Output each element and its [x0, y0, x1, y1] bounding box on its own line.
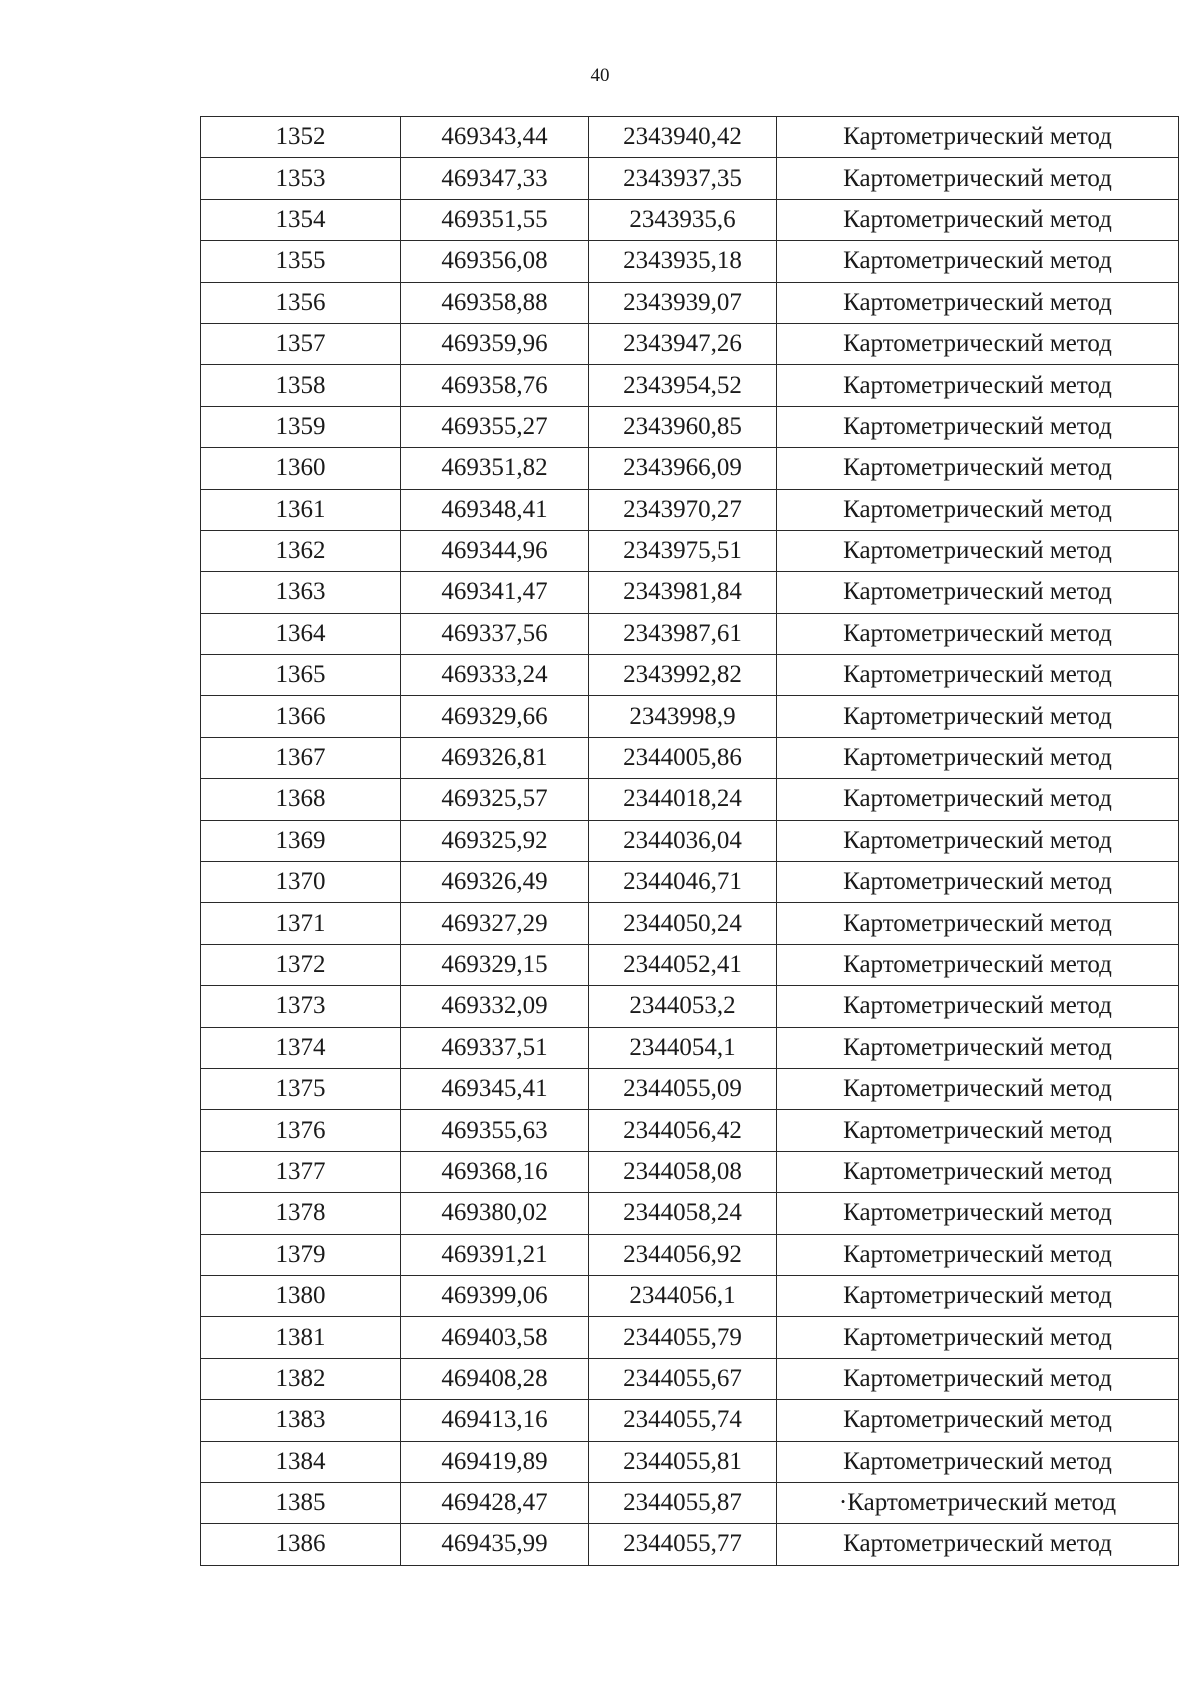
method-cell: Картометрический метод — [777, 158, 1179, 199]
point-number-cell: 1384 — [201, 1441, 401, 1482]
point-number-cell: 1370 — [201, 862, 401, 903]
table-row — [201, 448, 1179, 489]
x-coordinate-cell: 469337,56 — [401, 613, 589, 654]
point-number-cell: 1380 — [201, 1275, 401, 1316]
table-row — [201, 613, 1179, 654]
point-number-cell: 1363 — [201, 572, 401, 613]
method-cell: Картометрический метод — [777, 117, 1179, 158]
point-number-cell: 1355 — [201, 241, 401, 282]
method-cell: Картометрический метод — [777, 1027, 1179, 1068]
page-number: 40 — [590, 65, 610, 86]
x-coordinate-cell: 469413,16 — [401, 1400, 589, 1441]
table-row — [201, 1027, 1179, 1068]
point-number-cell: 1381 — [201, 1317, 401, 1358]
method-cell: Картометрический метод — [777, 1441, 1179, 1482]
x-coordinate-cell: 469435,99 — [401, 1524, 589, 1565]
table-row — [201, 1317, 1179, 1358]
point-number-cell: 1361 — [201, 489, 401, 530]
y-coordinate-cell: 2344055,81 — [589, 1441, 777, 1482]
method-cell: Картометрический метод — [777, 1110, 1179, 1151]
method-cell: Картометрический метод — [777, 1317, 1179, 1358]
point-number-cell: 1383 — [201, 1400, 401, 1441]
method-cell: Картометрический метод — [777, 1400, 1179, 1441]
x-coordinate-cell: 469337,51 — [401, 1027, 589, 1068]
x-coordinate-cell: 469408,28 — [401, 1358, 589, 1399]
table-row — [201, 1110, 1179, 1151]
method-cell: Картометрический метод — [777, 986, 1179, 1027]
table-row — [201, 1482, 1179, 1523]
method-cell: ·Картометрический метод — [777, 1482, 1179, 1523]
y-coordinate-cell: 2343998,9 — [589, 696, 777, 737]
point-number-cell: 1386 — [201, 1524, 401, 1565]
point-number-cell: 1379 — [201, 1234, 401, 1275]
y-coordinate-cell: 2344056,1 — [589, 1275, 777, 1316]
y-coordinate-cell: 2343954,52 — [589, 365, 777, 406]
table-row — [201, 1275, 1179, 1316]
method-cell: Картометрический метод — [777, 448, 1179, 489]
y-coordinate-cell: 2344055,87 — [589, 1482, 777, 1523]
x-coordinate-cell: 469403,58 — [401, 1317, 589, 1358]
y-coordinate-cell: 2343947,26 — [589, 323, 777, 364]
point-number-cell: 1371 — [201, 903, 401, 944]
point-number-cell: 1366 — [201, 696, 401, 737]
table-row — [201, 365, 1179, 406]
point-number-cell: 1353 — [201, 158, 401, 199]
coordinates-table-container — [200, 116, 1178, 1566]
x-coordinate-cell: 469325,92 — [401, 820, 589, 861]
table-row — [201, 282, 1179, 323]
x-coordinate-cell: 469341,47 — [401, 572, 589, 613]
table-row — [201, 862, 1179, 903]
x-coordinate-cell: 469428,47 — [401, 1482, 589, 1523]
x-coordinate-cell: 469391,21 — [401, 1234, 589, 1275]
y-coordinate-cell: 2343970,27 — [589, 489, 777, 530]
x-coordinate-cell: 469348,41 — [401, 489, 589, 530]
x-coordinate-cell: 469380,02 — [401, 1193, 589, 1234]
y-coordinate-cell: 2344055,77 — [589, 1524, 777, 1565]
table-row — [201, 986, 1179, 1027]
method-cell: Картометрический метод — [777, 696, 1179, 737]
point-number-cell: 1377 — [201, 1151, 401, 1192]
point-number-cell: 1358 — [201, 365, 401, 406]
method-cell: Картометрический метод — [777, 862, 1179, 903]
method-cell: Картометрический метод — [777, 655, 1179, 696]
method-cell: Картометрический метод — [777, 406, 1179, 447]
point-number-cell: 1378 — [201, 1193, 401, 1234]
point-number-cell: 1364 — [201, 613, 401, 654]
y-coordinate-cell: 2343966,09 — [589, 448, 777, 489]
method-cell: Картометрический метод — [777, 365, 1179, 406]
method-cell: Картометрический метод — [777, 779, 1179, 820]
y-coordinate-cell: 2344018,24 — [589, 779, 777, 820]
y-coordinate-cell: 2343937,35 — [589, 158, 777, 199]
table-row — [201, 489, 1179, 530]
point-number-cell: 1373 — [201, 986, 401, 1027]
y-coordinate-cell: 2343975,51 — [589, 530, 777, 571]
x-coordinate-cell: 469355,27 — [401, 406, 589, 447]
x-coordinate-cell: 469326,81 — [401, 737, 589, 778]
x-coordinate-cell: 469344,96 — [401, 530, 589, 571]
x-coordinate-cell: 469329,15 — [401, 944, 589, 985]
table-row — [201, 737, 1179, 778]
x-coordinate-cell: 469358,76 — [401, 365, 589, 406]
y-coordinate-cell: 2344046,71 — [589, 862, 777, 903]
table-row — [201, 530, 1179, 571]
table-row — [201, 1524, 1179, 1565]
method-cell: Картометрический метод — [777, 282, 1179, 323]
y-coordinate-cell: 2344053,2 — [589, 986, 777, 1027]
coordinates-table — [200, 116, 1179, 1566]
method-cell: Картометрический метод — [777, 1151, 1179, 1192]
table-row — [201, 158, 1179, 199]
point-number-cell: 1369 — [201, 820, 401, 861]
table-row — [201, 944, 1179, 985]
table-row — [201, 1151, 1179, 1192]
y-coordinate-cell: 2344058,08 — [589, 1151, 777, 1192]
table-row — [201, 1068, 1179, 1109]
method-cell: Картометрический метод — [777, 737, 1179, 778]
table-row — [201, 199, 1179, 240]
y-coordinate-cell: 2344055,09 — [589, 1068, 777, 1109]
y-coordinate-cell: 2343935,18 — [589, 241, 777, 282]
table-row — [201, 903, 1179, 944]
point-number-cell: 1362 — [201, 530, 401, 571]
y-coordinate-cell: 2344052,41 — [589, 944, 777, 985]
point-number-cell: 1376 — [201, 1110, 401, 1151]
y-coordinate-cell: 2344036,04 — [589, 820, 777, 861]
point-number-cell: 1352 — [201, 117, 401, 158]
method-cell: Картометрический метод — [777, 1524, 1179, 1565]
point-number-cell: 1365 — [201, 655, 401, 696]
point-number-cell: 1374 — [201, 1027, 401, 1068]
table-row — [201, 1234, 1179, 1275]
y-coordinate-cell: 2343939,07 — [589, 282, 777, 323]
point-number-cell: 1372 — [201, 944, 401, 985]
method-cell: Картометрический метод — [777, 530, 1179, 571]
table-row — [201, 779, 1179, 820]
x-coordinate-cell: 469333,24 — [401, 655, 589, 696]
table-row — [201, 117, 1179, 158]
method-cell: Картометрический метод — [777, 1358, 1179, 1399]
method-cell: Картометрический метод — [777, 1275, 1179, 1316]
table-row — [201, 655, 1179, 696]
y-coordinate-cell: 2344050,24 — [589, 903, 777, 944]
point-number-cell: 1375 — [201, 1068, 401, 1109]
method-cell: Картометрический метод — [777, 572, 1179, 613]
method-cell: Картометрический метод — [777, 489, 1179, 530]
point-number-cell: 1354 — [201, 199, 401, 240]
point-number-cell: 1357 — [201, 323, 401, 364]
method-cell: Картометрический метод — [777, 944, 1179, 985]
y-coordinate-cell: 2343935,6 — [589, 199, 777, 240]
table-row — [201, 1193, 1179, 1234]
y-coordinate-cell: 2344055,79 — [589, 1317, 777, 1358]
coordinates-table-body — [201, 117, 1179, 1566]
x-coordinate-cell: 469399,06 — [401, 1275, 589, 1316]
table-row — [201, 323, 1179, 364]
point-number-cell: 1359 — [201, 406, 401, 447]
x-coordinate-cell: 469368,16 — [401, 1151, 589, 1192]
y-coordinate-cell: 2343940,42 — [589, 117, 777, 158]
x-coordinate-cell: 469343,44 — [401, 117, 589, 158]
y-coordinate-cell: 2343960,85 — [589, 406, 777, 447]
x-coordinate-cell: 469351,55 — [401, 199, 589, 240]
x-coordinate-cell: 469359,96 — [401, 323, 589, 364]
point-number-cell: 1382 — [201, 1358, 401, 1399]
y-coordinate-cell: 2344056,92 — [589, 1234, 777, 1275]
point-number-cell: 1368 — [201, 779, 401, 820]
method-cell: Картометрический метод — [777, 199, 1179, 240]
y-coordinate-cell: 2344056,42 — [589, 1110, 777, 1151]
y-coordinate-cell: 2343992,82 — [589, 655, 777, 696]
x-coordinate-cell: 469347,33 — [401, 158, 589, 199]
table-row — [201, 241, 1179, 282]
point-number-cell: 1367 — [201, 737, 401, 778]
table-row — [201, 1400, 1179, 1441]
x-coordinate-cell: 469356,08 — [401, 241, 589, 282]
table-row — [201, 696, 1179, 737]
method-cell: Картометрический метод — [777, 613, 1179, 654]
y-coordinate-cell: 2344054,1 — [589, 1027, 777, 1068]
method-cell: Картометрический метод — [777, 1234, 1179, 1275]
y-coordinate-cell: 2343981,84 — [589, 572, 777, 613]
point-number-cell: 1360 — [201, 448, 401, 489]
x-coordinate-cell: 469351,82 — [401, 448, 589, 489]
y-coordinate-cell: 2344005,86 — [589, 737, 777, 778]
table-row — [201, 572, 1179, 613]
table-row — [201, 820, 1179, 861]
x-coordinate-cell: 469332,09 — [401, 986, 589, 1027]
y-coordinate-cell: 2344055,74 — [589, 1400, 777, 1441]
x-coordinate-cell: 469329,66 — [401, 696, 589, 737]
x-coordinate-cell: 469355,63 — [401, 1110, 589, 1151]
point-number-cell: 1385 — [201, 1482, 401, 1523]
point-number-cell: 1356 — [201, 282, 401, 323]
y-coordinate-cell: 2343987,61 — [589, 613, 777, 654]
x-coordinate-cell: 469326,49 — [401, 862, 589, 903]
table-row — [201, 1441, 1179, 1482]
method-cell: Картометрический метод — [777, 903, 1179, 944]
x-coordinate-cell: 469345,41 — [401, 1068, 589, 1109]
method-cell: Картометрический метод — [777, 820, 1179, 861]
method-cell: Картометрический метод — [777, 241, 1179, 282]
x-coordinate-cell: 469358,88 — [401, 282, 589, 323]
y-coordinate-cell: 2344055,67 — [589, 1358, 777, 1399]
table-row — [201, 1358, 1179, 1399]
table-row — [201, 406, 1179, 447]
x-coordinate-cell: 469327,29 — [401, 903, 589, 944]
method-cell: Картометрический метод — [777, 323, 1179, 364]
x-coordinate-cell: 469419,89 — [401, 1441, 589, 1482]
method-cell: Картометрический метод — [777, 1068, 1179, 1109]
method-cell: Картометрический метод — [777, 1193, 1179, 1234]
x-coordinate-cell: 469325,57 — [401, 779, 589, 820]
y-coordinate-cell: 2344058,24 — [589, 1193, 777, 1234]
